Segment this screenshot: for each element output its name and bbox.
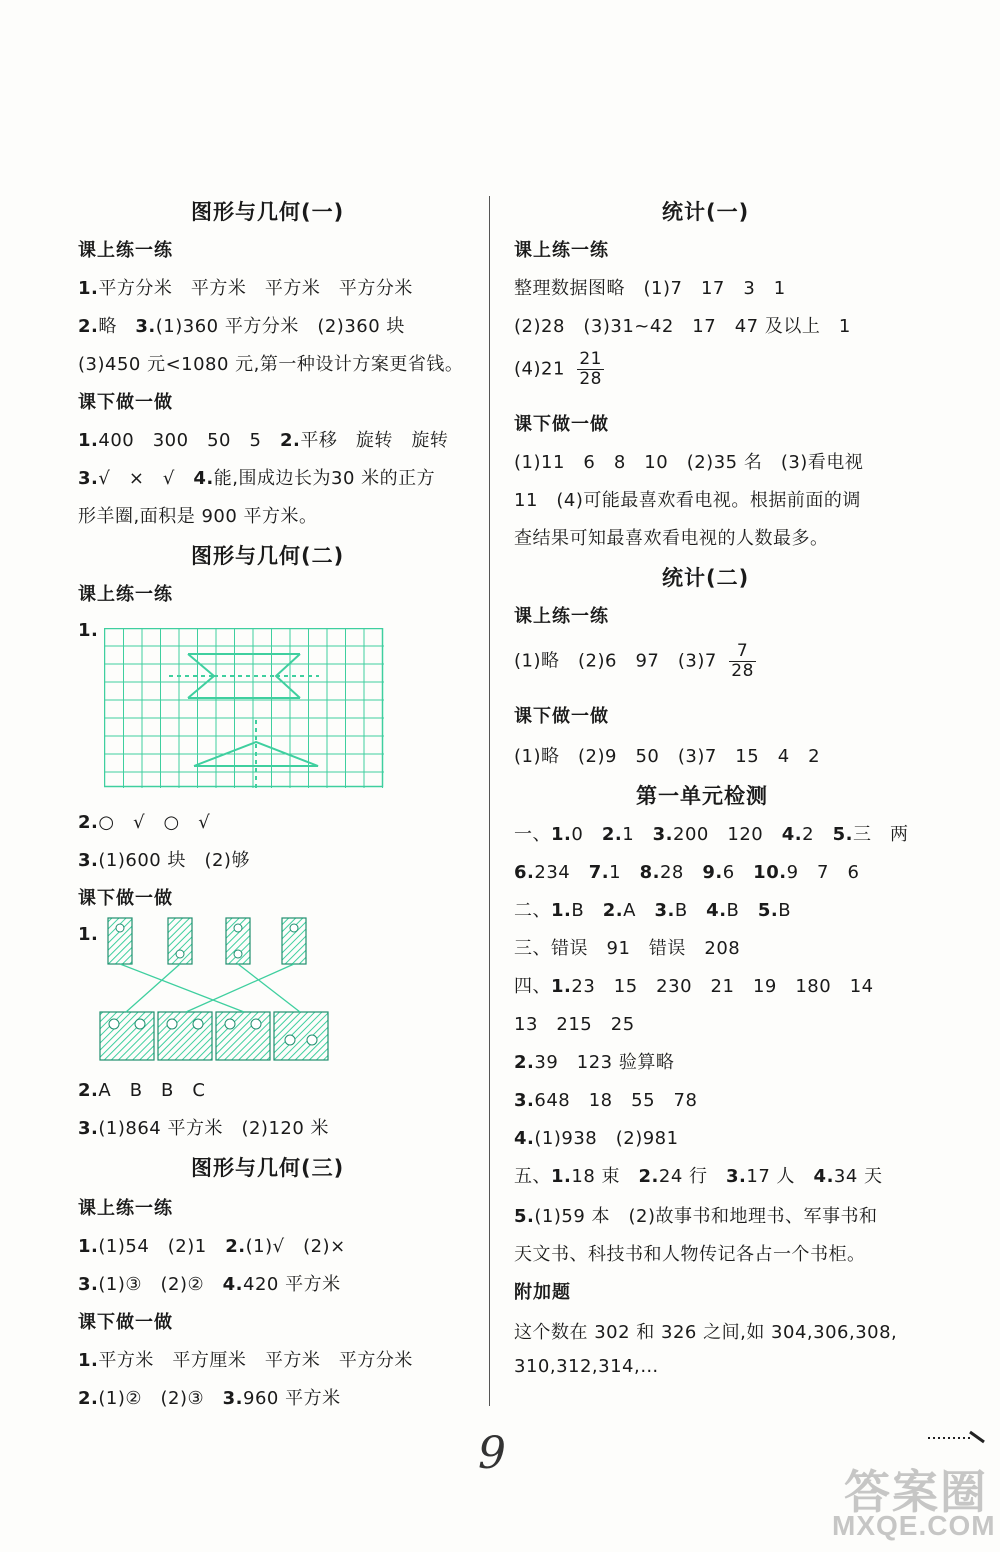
subheading-homework: 课下做一做 [78, 1312, 173, 1333]
answer-text: 2 [802, 824, 833, 845]
answer-line [78, 1076, 205, 1102]
answer-text: ○ √ ○ √ [98, 812, 211, 833]
q-num: 1. [551, 1166, 572, 1187]
column-divider [489, 196, 490, 1406]
fraction-numerator: 21 [579, 349, 602, 369]
subheading-bonus: 附加题 [514, 1282, 571, 1303]
section-title-geometry-2: 图形与几何(二) [191, 544, 345, 568]
subheading-in-class: 课上练一练 [514, 606, 609, 627]
q-num: 2. [225, 1236, 246, 1257]
answer-line: 11 (4)可能最喜欢看电视。根据前面的调 [514, 490, 861, 511]
section-title-geometry-3: 图形与几何(三) [191, 1156, 345, 1180]
answer-text: 28 [659, 862, 703, 883]
q-num: 4. [781, 824, 803, 845]
answer-text: 略 [98, 316, 136, 337]
corner-ornament-icon [926, 1428, 986, 1448]
q-num: 4. [813, 1166, 834, 1187]
answer-text: (1)938 (2)981 [534, 1128, 679, 1149]
part-label: 四、 [514, 976, 551, 997]
answer-text: (1)③ (2)② [98, 1274, 223, 1295]
q-num: 3. [78, 850, 99, 871]
q-num: 9. [702, 862, 723, 883]
answer-line [78, 808, 210, 834]
subheading-in-class: 课上练一练 [78, 584, 173, 605]
answer-text: 0 [571, 824, 602, 845]
answer-text: 1 [609, 862, 640, 883]
part-label: 一、 [514, 824, 551, 845]
q-num: 5. [757, 900, 779, 921]
answer-text: 34 天 [833, 1166, 883, 1187]
answer-line [78, 1114, 329, 1140]
q-num: 2. [602, 900, 624, 921]
answer-text: B [778, 900, 792, 921]
subheading-homework: 课下做一做 [514, 706, 609, 727]
answer-text: 1 [622, 824, 653, 845]
answer-line [514, 1124, 679, 1150]
answer-text: (1)② (2)③ [98, 1388, 223, 1409]
q-num: 1. [551, 900, 572, 921]
answer-line [78, 1270, 341, 1296]
answer-text: B [674, 900, 707, 921]
q-num: 5. [832, 824, 853, 845]
answer-line [514, 820, 908, 846]
answer-text: 三 两 [852, 824, 909, 845]
answer-line [78, 846, 250, 872]
answer-text: (1)59 本 (2)故事书和地理书、军事书和 [534, 1206, 878, 1227]
q-num: 4. [706, 900, 727, 921]
answer-text: A B B C [98, 1080, 206, 1101]
q-num: 1. [78, 924, 99, 945]
answer-line [78, 1232, 346, 1258]
q-num: 5. [514, 1206, 535, 1227]
answer-line [78, 274, 413, 300]
q-num: 2. [78, 1388, 99, 1409]
answer-line: (1)11 6 8 10 (2)35 名 (3)看电视 [514, 452, 864, 473]
answer-text: A [623, 900, 655, 921]
answer-text: B [571, 900, 603, 921]
answer-line [78, 426, 448, 452]
answer-text: 234 [534, 862, 589, 883]
q-num: 2. [78, 1080, 99, 1101]
answer-text: 960 平方米 [243, 1388, 341, 1409]
answer-line [78, 1384, 341, 1410]
subheading-homework: 课下做一做 [514, 414, 609, 435]
q-num: 3. [726, 1166, 747, 1187]
answer-line: 形羊圈,面积是 900 平方米。 [78, 506, 318, 527]
answer-line: (1)略 (2)9 50 (3)7 15 4 2 [514, 746, 821, 767]
answer-text: 420 平方米 [243, 1274, 341, 1295]
fraction-numerator: 7 [729, 642, 756, 662]
answer-text: 17 人 [746, 1166, 814, 1187]
answer-line [78, 464, 435, 490]
answer-line: 这个数在 302 和 326 之间,如 304,306,308, [514, 1322, 898, 1343]
fraction-denominator: 28 [731, 661, 754, 681]
q-num: 3. [654, 900, 675, 921]
fraction [577, 350, 604, 389]
q-num: 2. [78, 316, 99, 337]
answer-line: (3)450 元<1080 元,第一种设计方案更省钱。 [78, 354, 464, 375]
answer-text: √ × √ [98, 468, 194, 489]
q-num: 1. [78, 430, 99, 451]
section-title-statistics-1: 统计(一) [662, 200, 750, 224]
q-num: 2. [638, 1166, 659, 1187]
answer-line [514, 1048, 674, 1074]
q-num: 4. [514, 1128, 535, 1149]
answer-line: 整理数据图略 (1)7 17 3 1 [514, 278, 786, 299]
q-num: 3. [652, 824, 674, 845]
q-num: 2. [78, 812, 99, 833]
answer-line [514, 642, 756, 681]
part-label: 二、 [514, 900, 551, 921]
answer-line: 天文书、科技书和人物传记各占一个书柜。 [514, 1244, 866, 1265]
q-num: 4. [193, 468, 214, 489]
answer-text: (1)√ (2)× [245, 1236, 346, 1257]
q-num: 2. [601, 824, 623, 845]
answer-text: 24 行 [658, 1166, 727, 1187]
answer-line: 查结果可知最喜欢看电视的人数最多。 [514, 528, 829, 549]
subheading-in-class: 课上练一练 [78, 240, 173, 261]
answer-text: 平移 旋转 旋转 [300, 430, 449, 451]
q-num: 10. [753, 862, 787, 883]
q-num: 3. [222, 1388, 244, 1409]
answer-text: (1)864 平方米 (2)120 米 [98, 1118, 330, 1139]
answer-line [514, 858, 859, 884]
q-num: 6. [514, 862, 535, 883]
answer-line [514, 896, 791, 922]
section-title-statistics-2: 统计(二) [662, 566, 750, 590]
answer-text: 648 18 55 78 [534, 1090, 698, 1111]
q-num: 1. [78, 620, 99, 641]
q-num: 1. [551, 824, 572, 845]
answer-line [514, 972, 874, 998]
q-num: 2. [514, 1052, 535, 1073]
answer-text: (4)21 [514, 358, 565, 380]
q-num: 7. [588, 862, 610, 883]
q-num: 3. [78, 1274, 99, 1295]
q-num: 3. [514, 1090, 535, 1111]
answer-text: 39 123 验算略 [534, 1052, 675, 1073]
page-number: 9 [478, 1428, 506, 1479]
q-num: 1. [78, 1236, 99, 1257]
answer-text: 23 15 230 21 19 180 14 [571, 976, 874, 997]
watermark-logo-text: 答案圈 [844, 1466, 988, 1518]
q-num: 8. [639, 862, 660, 883]
answer-text: 200 120 [673, 824, 782, 845]
answer-line [514, 350, 604, 389]
fraction-denominator: 28 [579, 369, 602, 389]
answer-line: (2)28 (3)31~42 17 47 及以上 1 [514, 316, 851, 337]
answer-text: 平方米 平方厘米 平方米 平方分米 [98, 1350, 413, 1371]
q-num: 2. [279, 430, 301, 451]
q-num: 3. [78, 1118, 99, 1139]
section-title-unit-test: 第一单元检测 [636, 784, 768, 808]
answer-text: (1)360 平方分米 (2)360 块 [155, 316, 405, 337]
subheading-homework: 课下做一做 [78, 392, 173, 413]
grid-symmetry-figure [104, 628, 384, 788]
q-num: 1. [78, 1350, 99, 1371]
answer-line [78, 1346, 413, 1372]
answer-text: 能,围成边长为30 米的正方 [213, 468, 436, 489]
section-title-geometry-1: 图形与几何(一) [191, 200, 345, 224]
answer-text: (1)54 (2)1 [98, 1236, 226, 1257]
answer-text: B [726, 900, 758, 921]
answer-line [514, 1202, 878, 1228]
answer-line [78, 312, 405, 338]
answer-line [514, 1086, 697, 1112]
answer-text: 平方分米 平方米 平方米 平方分米 [98, 278, 413, 299]
q-num: 4. [222, 1274, 244, 1295]
answer-text: 9 7 6 [786, 862, 860, 883]
q-num: 1. [551, 976, 572, 997]
part-label: 五、 [514, 1166, 551, 1187]
q-num: 3. [78, 468, 99, 489]
answer-text: 18 束 [571, 1166, 639, 1187]
answer-line: 310,312,314,… [514, 1356, 659, 1377]
subheading-in-class: 课上练一练 [78, 1198, 173, 1219]
answer-line: 三、错误 91 错误 208 [514, 938, 741, 959]
answer-text: 6 [722, 862, 754, 883]
answer-line: 13 215 25 [514, 1014, 635, 1035]
fraction [729, 642, 756, 681]
answer-line [514, 1162, 883, 1188]
subheading-in-class: 课上练一练 [514, 240, 609, 261]
q-num: 1. [78, 278, 99, 299]
answer-text: (1)600 块 (2)够 [98, 850, 250, 871]
subheading-homework: 课下做一做 [78, 888, 173, 909]
answer-text: (1)略 (2)6 97 (3)7 [514, 650, 717, 672]
watermark-url: MXQE.COM [832, 1510, 996, 1541]
answer-text: 400 300 50 5 [98, 430, 280, 451]
q-num: 3. [135, 316, 156, 337]
matching-cards-figure [96, 912, 336, 1064]
